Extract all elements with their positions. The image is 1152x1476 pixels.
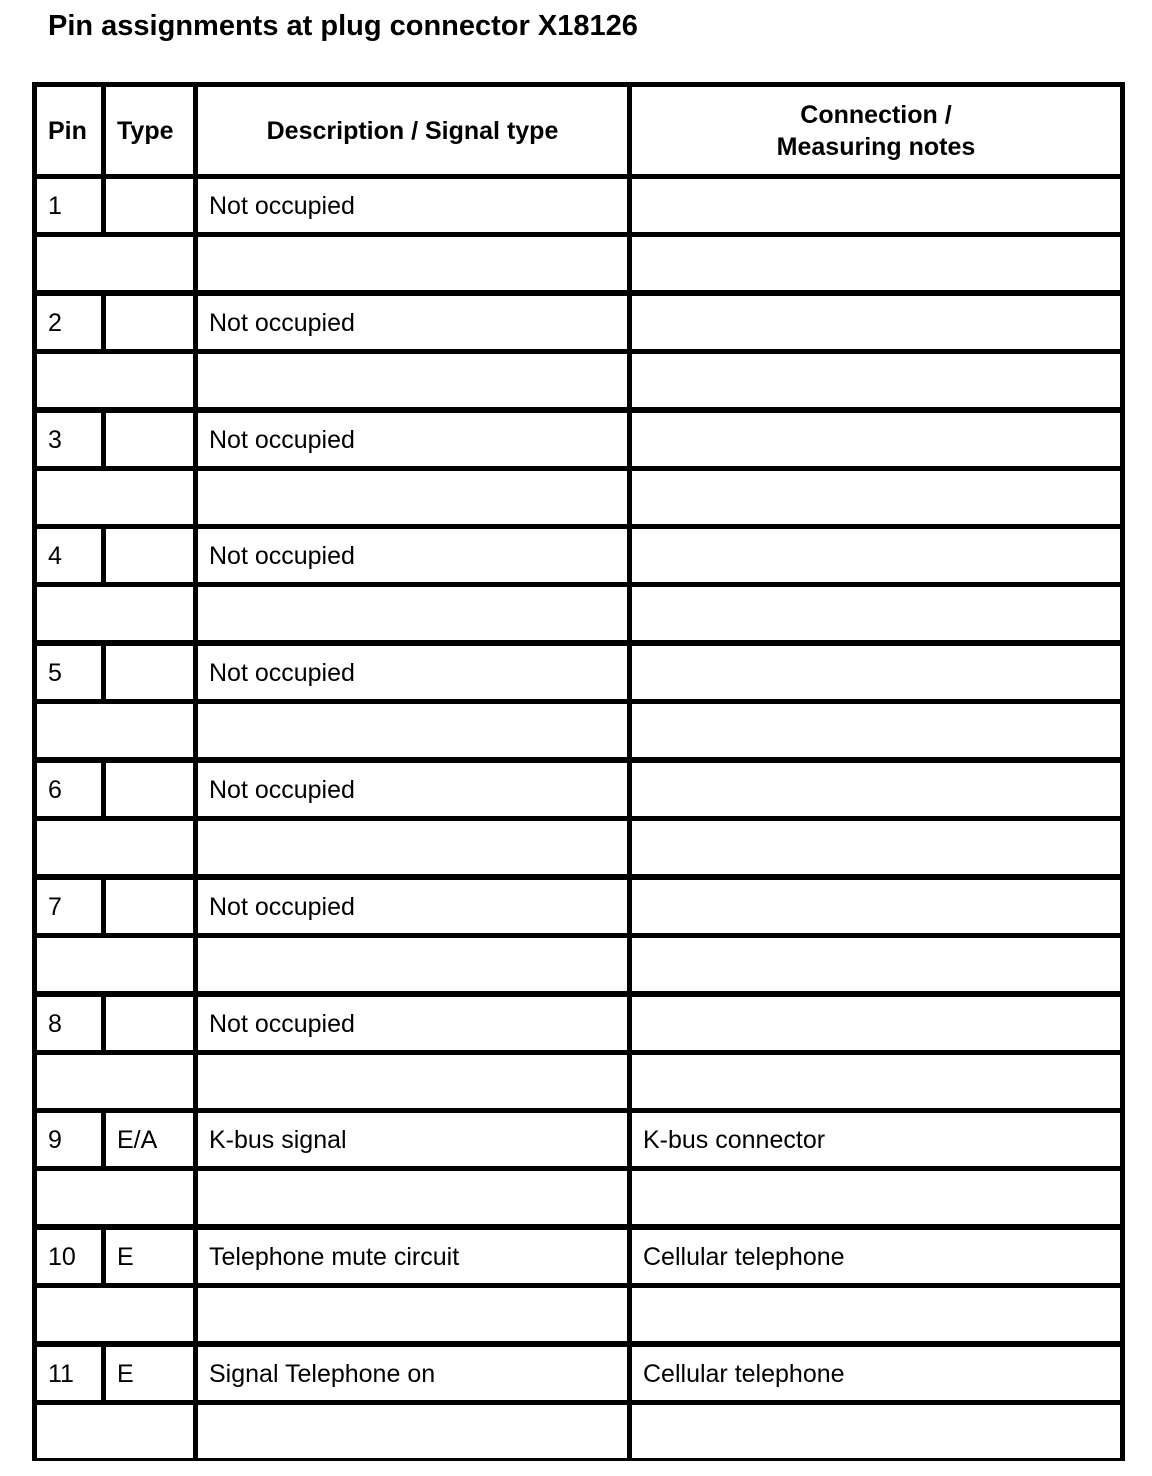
pin-assignment-table (32, 82, 1125, 1461)
spacer-row-10-pin-type (37, 1288, 193, 1341)
spacer-row-9-description (198, 1171, 627, 1224)
spacer-row-10-connection (632, 1288, 1120, 1341)
pin-5-description-cell: Not occupied (198, 646, 627, 699)
spacer-row-11-description (198, 1405, 627, 1458)
pin-11-type-cell: E (106, 1347, 193, 1400)
spacer-row-11-pin-type (37, 1405, 193, 1458)
pin-11-description-cell: Signal Telephone on (198, 1347, 627, 1400)
pin-4-description-cell: Not occupied (198, 529, 627, 582)
spacer-row-4-pin-type (37, 587, 193, 640)
pin-1-connection-cell (632, 179, 1120, 232)
page-title: Pin assignments at plug connector X18126 (48, 10, 638, 42)
header-description: Description / Signal type (198, 87, 627, 174)
spacer-row-3-connection (632, 471, 1120, 524)
pin-6-pin-cell: 6 (37, 763, 101, 816)
pin-10-connection-cell: Cellular telephone (632, 1230, 1120, 1283)
pin-3-type-cell (106, 413, 193, 466)
pin-3-pin-cell: 3 (37, 413, 101, 466)
pin-9-pin-cell: 9 (37, 1113, 101, 1166)
spacer-row-11-connection (632, 1405, 1120, 1458)
pin-5-type-cell (106, 646, 193, 699)
spacer-row-1-description (198, 237, 627, 290)
spacer-row-8-description (198, 1055, 627, 1108)
spacer-row-6-description (198, 821, 627, 874)
pin-9-connection-cell: K-bus connector (632, 1113, 1120, 1166)
pin-4-connection-cell (632, 529, 1120, 582)
spacer-row-6-connection (632, 821, 1120, 874)
header-connection-line-2: Measuring notes (776, 132, 976, 161)
pin-5-pin-cell: 5 (37, 646, 101, 699)
pin-9-description-cell: K-bus signal (198, 1113, 627, 1166)
header-type: Type (106, 87, 193, 174)
spacer-row-2-description (198, 354, 627, 407)
spacer-row-5-connection (632, 704, 1120, 757)
spacer-row-9-connection (632, 1171, 1120, 1224)
pin-3-connection-cell (632, 413, 1120, 466)
header-connection (632, 87, 1120, 174)
header-pin: Pin (37, 87, 101, 174)
pin-8-connection-cell (632, 997, 1120, 1050)
pin-6-description-cell: Not occupied (198, 763, 627, 816)
pin-10-type-cell: E (106, 1230, 193, 1283)
spacer-row-5-pin-type (37, 704, 193, 757)
pin-9-type-cell: E/A (106, 1113, 193, 1166)
spacer-row-1-pin-type (37, 237, 193, 290)
pin-4-type-cell (106, 529, 193, 582)
pin-11-connection-cell: Cellular telephone (632, 1347, 1120, 1400)
spacer-row-7-connection (632, 938, 1120, 991)
spacer-row-3-description (198, 471, 627, 524)
spacer-row-7-pin-type (37, 938, 193, 991)
spacer-row-2-pin-type (37, 354, 193, 407)
spacer-row-7-description (198, 938, 627, 991)
pin-11-pin-cell: 11 (37, 1347, 101, 1400)
pin-6-type-cell (106, 763, 193, 816)
spacer-row-2-connection (632, 354, 1120, 407)
spacer-row-6-pin-type (37, 821, 193, 874)
pin-7-description-cell: Not occupied (198, 880, 627, 933)
pin-5-connection-cell (632, 646, 1120, 699)
pin-3-description-cell: Not occupied (198, 413, 627, 466)
spacer-row-8-pin-type (37, 1055, 193, 1108)
pin-8-type-cell (106, 997, 193, 1050)
pin-6-connection-cell (632, 763, 1120, 816)
pin-1-pin-cell: 1 (37, 179, 101, 232)
spacer-row-8-connection (632, 1055, 1120, 1108)
pin-10-description-cell: Telephone mute circuit (198, 1230, 627, 1283)
spacer-row-3-pin-type (37, 471, 193, 524)
spacer-row-4-connection (632, 587, 1120, 640)
spacer-row-9-pin-type (37, 1171, 193, 1224)
pin-2-type-cell (106, 296, 193, 349)
spacer-row-10-description (198, 1288, 627, 1341)
pin-2-pin-cell: 2 (37, 296, 101, 349)
spacer-row-4-description (198, 587, 627, 640)
header-connection-line-1: Connection / (800, 100, 952, 129)
spacer-row-1-connection (632, 237, 1120, 290)
pin-2-connection-cell (632, 296, 1120, 349)
pin-7-pin-cell: 7 (37, 880, 101, 933)
pin-1-description-cell: Not occupied (198, 179, 627, 232)
pin-8-pin-cell: 8 (37, 997, 101, 1050)
pin-10-pin-cell: 10 (37, 1230, 101, 1283)
pin-8-description-cell: Not occupied (198, 997, 627, 1050)
pin-4-pin-cell: 4 (37, 529, 101, 582)
pin-2-description-cell: Not occupied (198, 296, 627, 349)
spacer-row-5-description (198, 704, 627, 757)
pin-7-connection-cell (632, 880, 1120, 933)
pin-7-type-cell (106, 880, 193, 933)
pin-1-type-cell (106, 179, 193, 232)
